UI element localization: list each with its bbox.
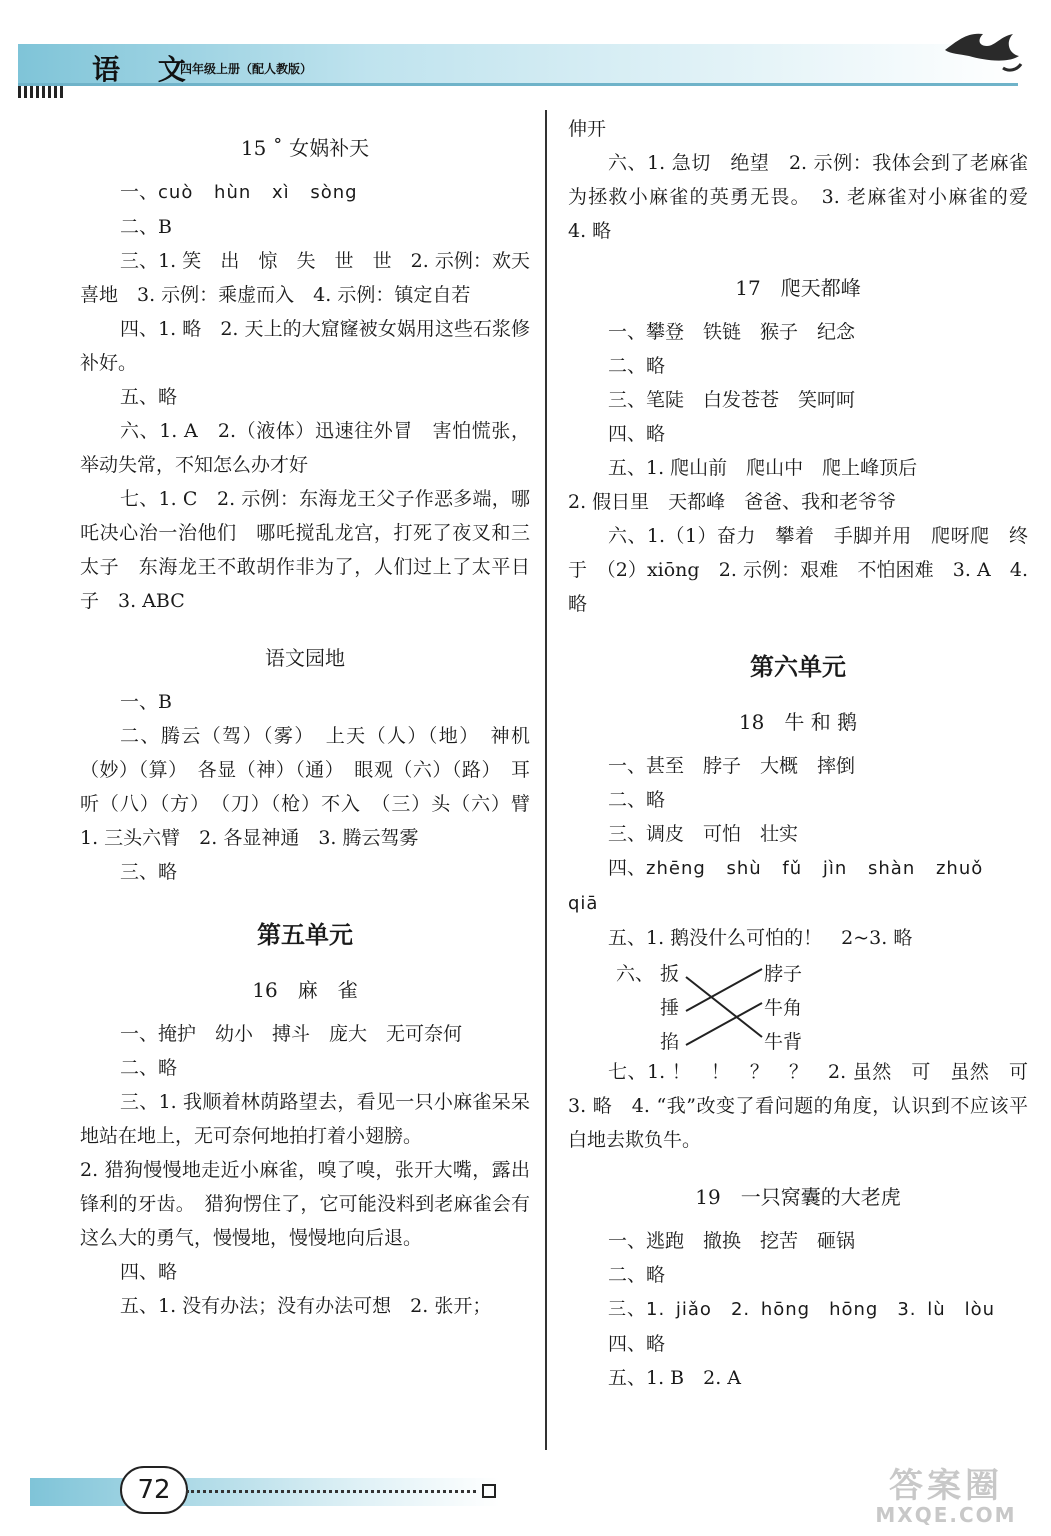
lesson-17-q6 — [568, 519, 1028, 621]
lesson-17-q5a: 五、1. 爬山前 爬山中 爬上峰顶后 — [608, 457, 918, 479]
lesson-15-q1 — [80, 175, 530, 210]
q4-text: 四、1. 略 2. 天上的大窟窿被女娲用这些石浆修补好。 — [80, 318, 530, 374]
lesson-17-q4: 四、略 — [608, 423, 666, 445]
q6-text: 六、1. A 2.（液体）迅速往外冒 害怕慌张，举动失常，不知怎么办才好 — [80, 420, 530, 476]
q1-label: 一、 — [120, 181, 159, 203]
lesson-16-q3a — [80, 1085, 530, 1153]
q3-text: 三、1. 笑 出 惊 失 世 世 2. 示例：欢天喜地 3. 示例：乘虚而入 4. 示例：镇定自若 — [80, 250, 530, 306]
match-left-2: 捶 — [660, 997, 680, 1019]
lesson-18-q3: 三、调皮 可怕 壮实 — [608, 823, 799, 845]
lesson-18-q4 — [568, 851, 1028, 886]
column-divider — [545, 110, 547, 1450]
q3-text: 三、1. jiǎo 2. hōng hōng 3. lù lòu — [608, 1299, 996, 1320]
match-left-3: 掐 — [660, 1031, 680, 1053]
lesson-16-q3b: 2. 猎狗慢慢地走近小麻雀，嗅了嗅，张开大嘴，露出锋利的牙齿。 猎狗愣住了，它可能没料到老麻雀会有这么大的勇气，慢慢地，慢慢地向后退。 — [80, 1159, 530, 1249]
page-number: 72 — [120, 1466, 188, 1514]
lesson-18-q4-tail — [568, 886, 1028, 921]
garden-q2-text: 二、腾云（驾）（雾） 上天（人）（地） 神机（妙）（算） 各显（神）（通） 眼观（六）（路） 耳听（八）（方） （刀）（枪）不入 （三）头（六）臂 1. 三头六臂 2. 各显神通 3. 腾云驾雾 — [80, 725, 550, 849]
match-right-2: 牛角 — [764, 997, 803, 1019]
lesson-18-q5: 五、1. 鹅没什么可怕的！ 2~3. 略 — [608, 927, 913, 949]
lesson-19-q3 — [568, 1292, 1028, 1327]
garden-q2 — [80, 719, 550, 855]
q7-text: 七、1. C 2. 示例：东海龙王父子作恶多端，哪吒决心治一治他们 哪吒搅乱龙宫，打死了夜叉和三太子 东海龙王不敢胡作非为了，人们过上了太平日子 3. ABC — [80, 488, 530, 612]
lesson-19-q5: 五、1. B 2. A — [608, 1367, 742, 1389]
lesson-15-title: 15 ˚ 女娲补天 — [240, 136, 370, 160]
lesson-17-q2: 二、略 — [608, 355, 666, 377]
match-line-2 — [686, 969, 762, 1011]
q3a-text: 三、1. 我顺着林荫路望去，看见一只小麻雀呆呆地站在地上，无可奈何地拍打着小翅膀。 — [80, 1091, 530, 1147]
lesson-18-q7 — [568, 1055, 1048, 1157]
lesson-17-q1: 一、攀登 铁链 猴子 纪念 — [608, 321, 856, 343]
matching-lines — [676, 955, 776, 1055]
watermark-top: 答案圈 — [889, 1466, 1003, 1506]
match-left-1: 扳 — [660, 963, 680, 985]
lesson-15-q4 — [80, 312, 530, 380]
lesson-17-q5b: 2. 假日里 天都峰 爸爸、我和老爷爷 — [568, 491, 897, 513]
lesson-17-title: 17 爬天都峰 — [735, 276, 861, 300]
barcode-decoration — [18, 86, 66, 98]
lesson-18-q1: 一、甚至 脖子 大概 摔倒 — [608, 755, 856, 777]
match-line-1 — [686, 977, 762, 1037]
lesson-16-q4: 四、略 — [120, 1261, 178, 1283]
grade-label: 四年级上册（配人教版） — [180, 62, 313, 76]
garden-title: 语文园地 — [265, 646, 345, 670]
pinyin-answer: cuò hùn xì sòng — [158, 182, 358, 203]
pinyin-answer: zhēng shù fǔ jìn shàn zhuǒ — [646, 858, 984, 879]
lesson-16-title: 16 麻 雀 — [252, 978, 358, 1002]
lesson-15-q5: 五、略 — [120, 386, 178, 408]
lesson-17-q3: 三、笔陡 白发苍苍 笑呵呵 — [608, 389, 856, 411]
subject-title: 语 文 — [92, 53, 200, 86]
left-column — [80, 108, 550, 1323]
lesson-15-q6 — [80, 414, 530, 482]
q4-label: 四、 — [608, 857, 647, 879]
lesson-15-q2: 二、B — [120, 216, 172, 238]
garden-q1: 一、B — [120, 691, 172, 713]
unit-6-heading: 第六单元 — [750, 652, 846, 681]
match-line-3 — [686, 1003, 762, 1045]
matching-exercise — [616, 955, 1028, 1055]
continuation-text: 伸开 — [568, 118, 607, 140]
page-header — [0, 0, 1051, 100]
wave-logo-icon — [943, 20, 1023, 80]
q7-text: 七、1. ！ ！ ？ ？ 2. 虽然 可 虽然 可 3. 略 4. “我”改变了看问题的角度，认识到不应该平白地去欺负牛。 — [568, 1061, 1048, 1151]
lesson-19-q1: 一、逃跑 撤换 挖苦 砸锅 — [608, 1230, 856, 1252]
q6-label: 六、 — [616, 963, 655, 985]
match-right-1: 脖子 — [764, 963, 803, 985]
lesson-19-q2: 二、略 — [608, 1264, 666, 1286]
lesson-15-q7 — [80, 482, 530, 618]
lesson-19-title: 19 一只窝囊的大老虎 — [695, 1185, 901, 1209]
lesson-19-q4: 四、略 — [608, 1333, 666, 1355]
watermark-bottom: MXQE.COM — [875, 1503, 1017, 1527]
lesson-15-q3 — [80, 244, 530, 312]
lesson-16-q2: 二、略 — [120, 1057, 178, 1079]
pinyin-tail: qiā — [568, 893, 599, 914]
lesson-16-q5: 五、1. 没有办法；没有办法可想 2. 张开； — [120, 1295, 492, 1317]
q6-text: 六、1. 急切 绝望 2. 示例：我体会到了老麻雀为拯救小麻雀的英勇无畏。 3. 老麻雀对小麻雀的爱 4. 略 — [568, 152, 1048, 242]
lesson-16-q6 — [568, 146, 1048, 248]
watermark — [861, 1458, 1031, 1528]
lesson-16-q1: 一、掩护 幼小 搏斗 庞大 无可奈何 — [120, 1023, 463, 1045]
q6-text: 六、1.（1）奋力 攀着 手脚并用 爬呀爬 终于 （2）xiōng 2. 示例：艰难 不怕困难 3. A 4. 略 — [568, 525, 1028, 615]
unit-5-heading: 第五单元 — [257, 920, 353, 949]
match-right-3: 牛背 — [764, 1031, 803, 1053]
footer-dotted-rule — [186, 1480, 476, 1493]
footer-square-icon — [482, 1484, 496, 1498]
garden-q3: 三、略 — [120, 861, 178, 883]
lesson-18-title: 18 牛 和 鹅 — [738, 710, 858, 734]
right-column — [568, 108, 1048, 1395]
lesson-18-q2: 二、略 — [608, 789, 666, 811]
